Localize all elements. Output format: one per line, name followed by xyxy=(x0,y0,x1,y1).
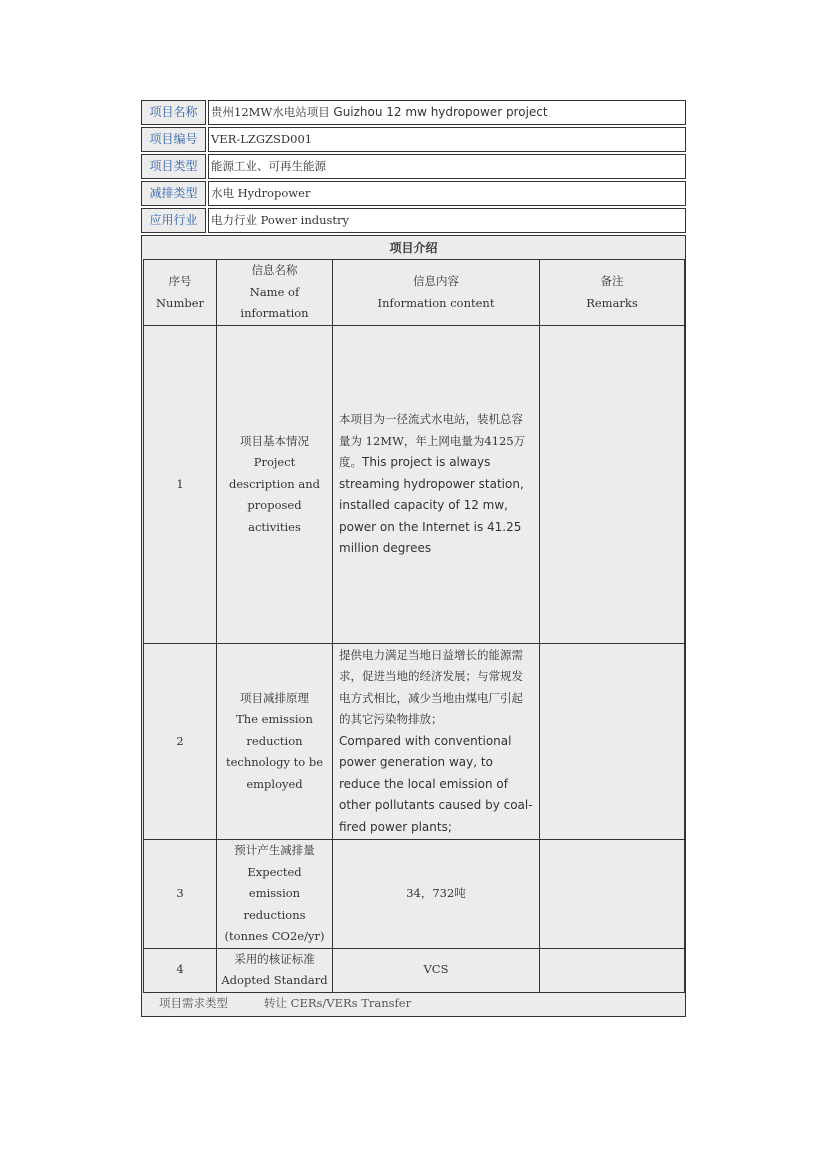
header-number xyxy=(144,260,217,326)
row-name xyxy=(217,840,333,949)
row-name xyxy=(217,644,333,840)
intro-table xyxy=(143,259,685,993)
meta-value: 能源工业、可再生能源 xyxy=(208,154,686,179)
row-remarks xyxy=(540,948,685,992)
meta-row-id xyxy=(141,127,686,152)
table-row xyxy=(144,644,685,840)
header-name-en: Name of information xyxy=(240,284,309,321)
demand-type-value: 转让 CERs/VERs Transfer xyxy=(264,995,412,1010)
meta-value: 水电 Hydropower xyxy=(208,181,686,206)
header-remarks-cn: 备注 xyxy=(600,274,624,288)
row-name-cn: 项目基本情况 xyxy=(240,433,309,448)
meta-value-en: Guizhou 12 mw hydropower project xyxy=(333,105,548,119)
meta-label: 应用行业 xyxy=(141,208,206,233)
meta-label: 项目编号 xyxy=(141,127,206,152)
intro-section xyxy=(141,235,686,1017)
row-name-en: Project description and proposed activities xyxy=(229,455,320,534)
header-remarks xyxy=(540,260,685,326)
row-remarks xyxy=(540,326,685,644)
table-header-row xyxy=(144,260,685,326)
meta-label: 项目名称 xyxy=(141,100,206,125)
row-content-en: This project is always streaming hydropower station, installed capacity of 12 mw, power on the Internet is 41.25 million degrees xyxy=(339,455,524,556)
meta-value xyxy=(208,100,686,125)
row-name-cn: 采用的核证标准 xyxy=(234,951,315,966)
row-number: 4 xyxy=(144,948,217,992)
meta-label: 项目类型 xyxy=(141,154,206,179)
row-content-cn: 提供电力满足当地日益增长的能源需求，促进当地的经济发展；与常规发电方式相比，减少当地由煤电厂引起的其它污染物排放； xyxy=(339,647,523,727)
meta-value: VER-LZGZSD001 xyxy=(208,127,686,152)
header-name-cn: 信息名称 xyxy=(251,263,298,278)
header-content-en: Information content xyxy=(377,295,495,310)
row-content xyxy=(333,644,540,840)
intro-title: 项目介绍 xyxy=(389,241,438,255)
row-name-cn: 项目减排原理 xyxy=(240,690,309,705)
meta-value: 电力行业 Power industry xyxy=(208,208,686,233)
table-row xyxy=(144,948,685,992)
meta-row-reduction-type xyxy=(141,181,686,206)
row-content-cn: 本项目为一径流式水电站，装机总容量为 12MW，年上网电量为4125万度。 xyxy=(339,412,526,470)
table-row xyxy=(144,840,685,949)
header-name xyxy=(217,260,333,326)
project-sheet xyxy=(141,100,686,1017)
row-content xyxy=(333,326,540,644)
demand-type-row xyxy=(142,993,685,1015)
row-number: 2 xyxy=(144,644,217,840)
row-number: 1 xyxy=(144,326,217,644)
row-number: 3 xyxy=(144,840,217,949)
meta-label: 减排类型 xyxy=(141,181,206,206)
row-name-en: Expected emission reductions (tonnes CO2e/yr) xyxy=(224,864,325,943)
row-name xyxy=(217,948,333,992)
meta-row-type xyxy=(141,154,686,179)
row-content: VCS xyxy=(333,948,540,992)
header-remarks-en: Remarks xyxy=(586,295,638,310)
row-content-en: Compared with conventional power generation way, to reduce the local emission of other pollutants caused by coal-fired power plants; xyxy=(339,733,533,834)
row-content: 34，732吨 xyxy=(333,840,540,949)
header-number-cn: 序号 xyxy=(168,274,192,288)
header-content-cn: 信息内容 xyxy=(413,274,459,288)
row-name-cn: 预计产生减排量 xyxy=(234,843,315,857)
table-row xyxy=(144,326,685,644)
row-remarks xyxy=(540,644,685,840)
meta-row-industry xyxy=(141,208,686,233)
header-number-en: Number xyxy=(155,295,205,310)
row-name-en: The emission reduction technology to be employed xyxy=(225,712,324,791)
meta-value-cn: 贵州12MW水电站项目 xyxy=(211,105,330,119)
row-name-en: Adopted Standard xyxy=(221,973,328,987)
demand-type-label: 项目需求类型 xyxy=(159,995,228,1010)
header-content xyxy=(333,260,540,326)
row-name xyxy=(217,326,333,644)
meta-row-name xyxy=(141,100,686,125)
row-remarks xyxy=(540,840,685,949)
